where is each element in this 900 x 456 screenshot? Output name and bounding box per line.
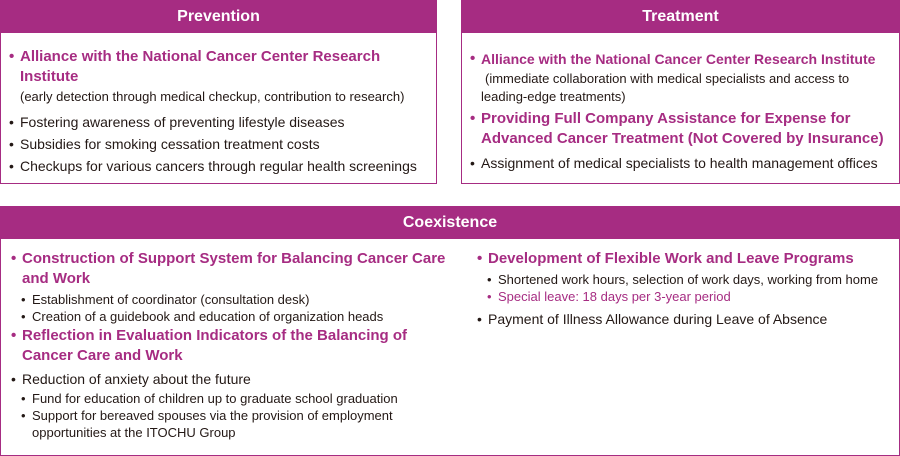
coexistence-sub-special-leave: • Special leave: 18 days per 3-year period [485, 288, 887, 305]
coexistence-item-allowance: • Payment of Illness Allowance during Leave of Absence [475, 310, 887, 328]
treatment-title: Treatment [462, 1, 899, 33]
treatment-item-alliance [468, 49, 896, 106]
coexistence-item-evaluation: • Reflection in Evaluation Indicators of the Balancing of Cancer Care and Work [9, 326, 459, 366]
prevention-item-smoking: • Subsidies for smoking cessation treatment costs [7, 135, 431, 153]
treatment-item-alliance-note: (immediate collaboration with medical specialists and access to leading-edge treatments) [481, 71, 850, 104]
treatment-item-specialists: • Assignment of medical specialists to health management offices [468, 154, 896, 172]
prevention-item-alliance [7, 47, 431, 106]
prevention-title: Prevention [1, 1, 436, 33]
coexistence-title: Coexistence [1, 207, 899, 239]
prevention-panel [0, 0, 437, 184]
prevention-item-lifestyle: • Fostering awareness of preventing lifestyle diseases [7, 113, 431, 131]
prevention-list [7, 47, 431, 175]
prevention-item-checkups: • Checkups for various cancers through regular health screenings [7, 157, 431, 175]
coexistence-item-flexible: • Development of Flexible Work and Leave Programs [475, 249, 887, 269]
coexistence-sub-bereaved-support: • Support for bereaved spouses via the provision of employment opportunities at the ITOCHU Group [19, 407, 459, 441]
treatment-item-alliance-text: Alliance with the National Cancer Center Research Institute [481, 51, 876, 67]
coexistence-item-support-system: • Construction of Support System for Balancing Cancer Care and Work [9, 249, 459, 289]
coexistence-right-list [475, 249, 887, 328]
treatment-list [468, 49, 896, 172]
coexistence-left-list [9, 249, 459, 441]
coexistence-panel [0, 206, 900, 456]
prevention-item-alliance-text: Alliance with the National Cancer Center Research Institute [20, 48, 381, 85]
coexistence-sub-coordinator: • Establishment of coordinator (consultation desk) [19, 291, 459, 308]
coexistence-sub-shortened-hours: • Shortened work hours, selection of work days, working from home [485, 271, 887, 288]
coexistence-sub-guidebook: • Creation of a guidebook and education of organization heads [19, 308, 459, 325]
prevention-item-alliance-note: (early detection through medical checkup, contribution to research) [20, 89, 405, 104]
coexistence-sub-education-fund: • Fund for education of children up to graduate school graduation [19, 390, 459, 407]
coexistence-item-anxiety: • Reduction of anxiety about the future [9, 370, 459, 388]
treatment-panel [461, 0, 900, 184]
treatment-item-advanced-assistance: • Providing Full Company Assistance for Expense for Advanced Cancer Treatment (Not Covered by Insurance) [468, 109, 896, 149]
